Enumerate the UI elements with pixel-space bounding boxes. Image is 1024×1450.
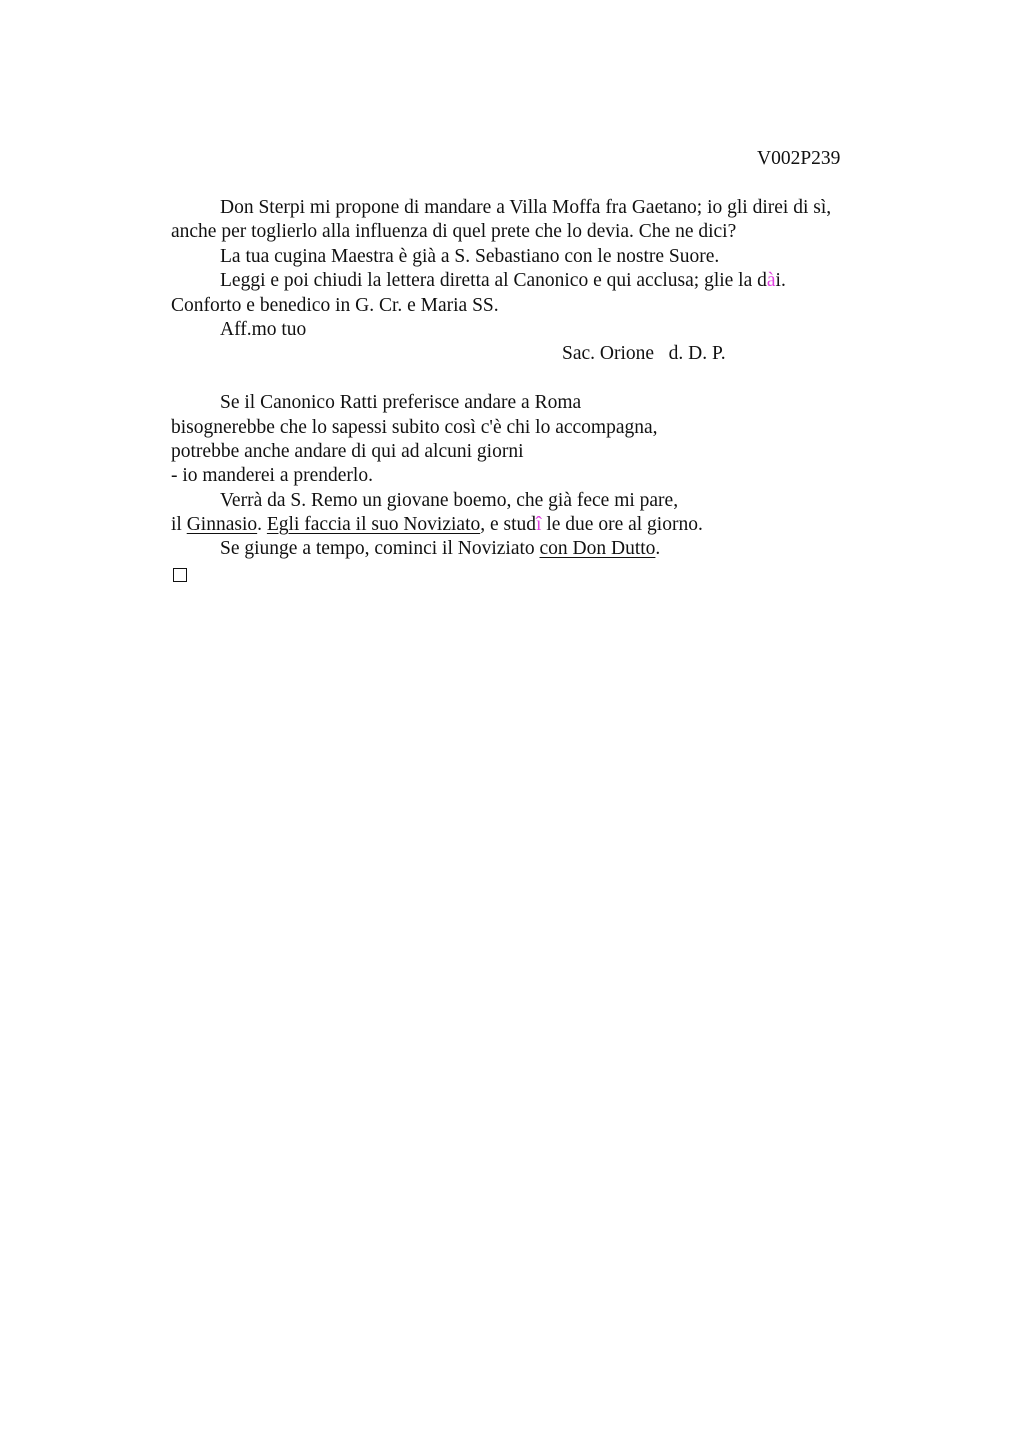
paragraph-3-line-2: Conforto e benedico in G. Cr. e Maria SS. <box>171 294 499 316</box>
highlighted-char: à <box>766 270 776 292</box>
ps3-text-a: Se giunge a tempo, cominci il Noviziato <box>220 538 540 560</box>
paragraph-3-text-b: i. <box>775 270 786 292</box>
reference-code: V002P239 <box>757 148 841 169</box>
closing: Aff.mo tuo <box>220 318 307 340</box>
postscript-3-line-1 <box>171 537 891 561</box>
paragraph-1-line-2: anche per toglierlo alla influenza di quel prete che lo devia. Che ne dici? <box>171 221 737 243</box>
square-box-icon <box>173 568 187 582</box>
signature: Sac. Orione d. D. P. <box>562 343 726 365</box>
ps2-text-c: , e stud <box>480 514 537 536</box>
paragraph-1-line-1: Don Sterpi mi propone di mandare a Villa Moffa fra Gaetano; io gli direi di sì, <box>220 197 832 218</box>
paragraph-3-text-a: Leggi e poi chiudi la lettera diretta al Canonico e qui acclusa; glie la d <box>220 270 767 292</box>
paragraph-2: La tua cugina Maestra è già a S. Sebastiano con le nostre Suore. <box>220 245 720 267</box>
postscript-1-line-3: potrebbe anche andare di qui ad alcuni giorni <box>171 440 524 462</box>
ps2-text-a: il <box>171 514 187 536</box>
postscript-1-line-1: Se il Canonico Ratti preferisce andare a Roma <box>220 392 582 414</box>
underlined-ginnasio: Ginnasio <box>186 514 258 536</box>
underlined-don-dutto: con Don Dutto <box>539 538 656 560</box>
spacer <box>171 367 891 391</box>
highlighted-char-2: î <box>536 514 542 536</box>
paragraph-3-line-1 <box>171 269 891 293</box>
postscript-1-line-2: bisognerebbe che lo sapessi subito così c'è chi lo accompagna, <box>171 416 658 438</box>
ps2-text-b: . <box>257 514 267 536</box>
postscript-2-line-1: Verrà da S. Remo un giovane boemo, che già fece mi pare, <box>220 489 679 511</box>
ps3-text-b: . <box>655 538 661 560</box>
postscript-2-line-2 <box>171 513 891 537</box>
end-marker-line <box>171 562 891 586</box>
ps2-text-d: le due ore al giorno. <box>541 514 703 536</box>
postscript-1-line-4: - io manderei a prenderlo. <box>171 465 373 487</box>
underlined-noviziato: Egli faccia il suo Noviziato <box>266 514 481 536</box>
letter-body <box>171 196 891 586</box>
